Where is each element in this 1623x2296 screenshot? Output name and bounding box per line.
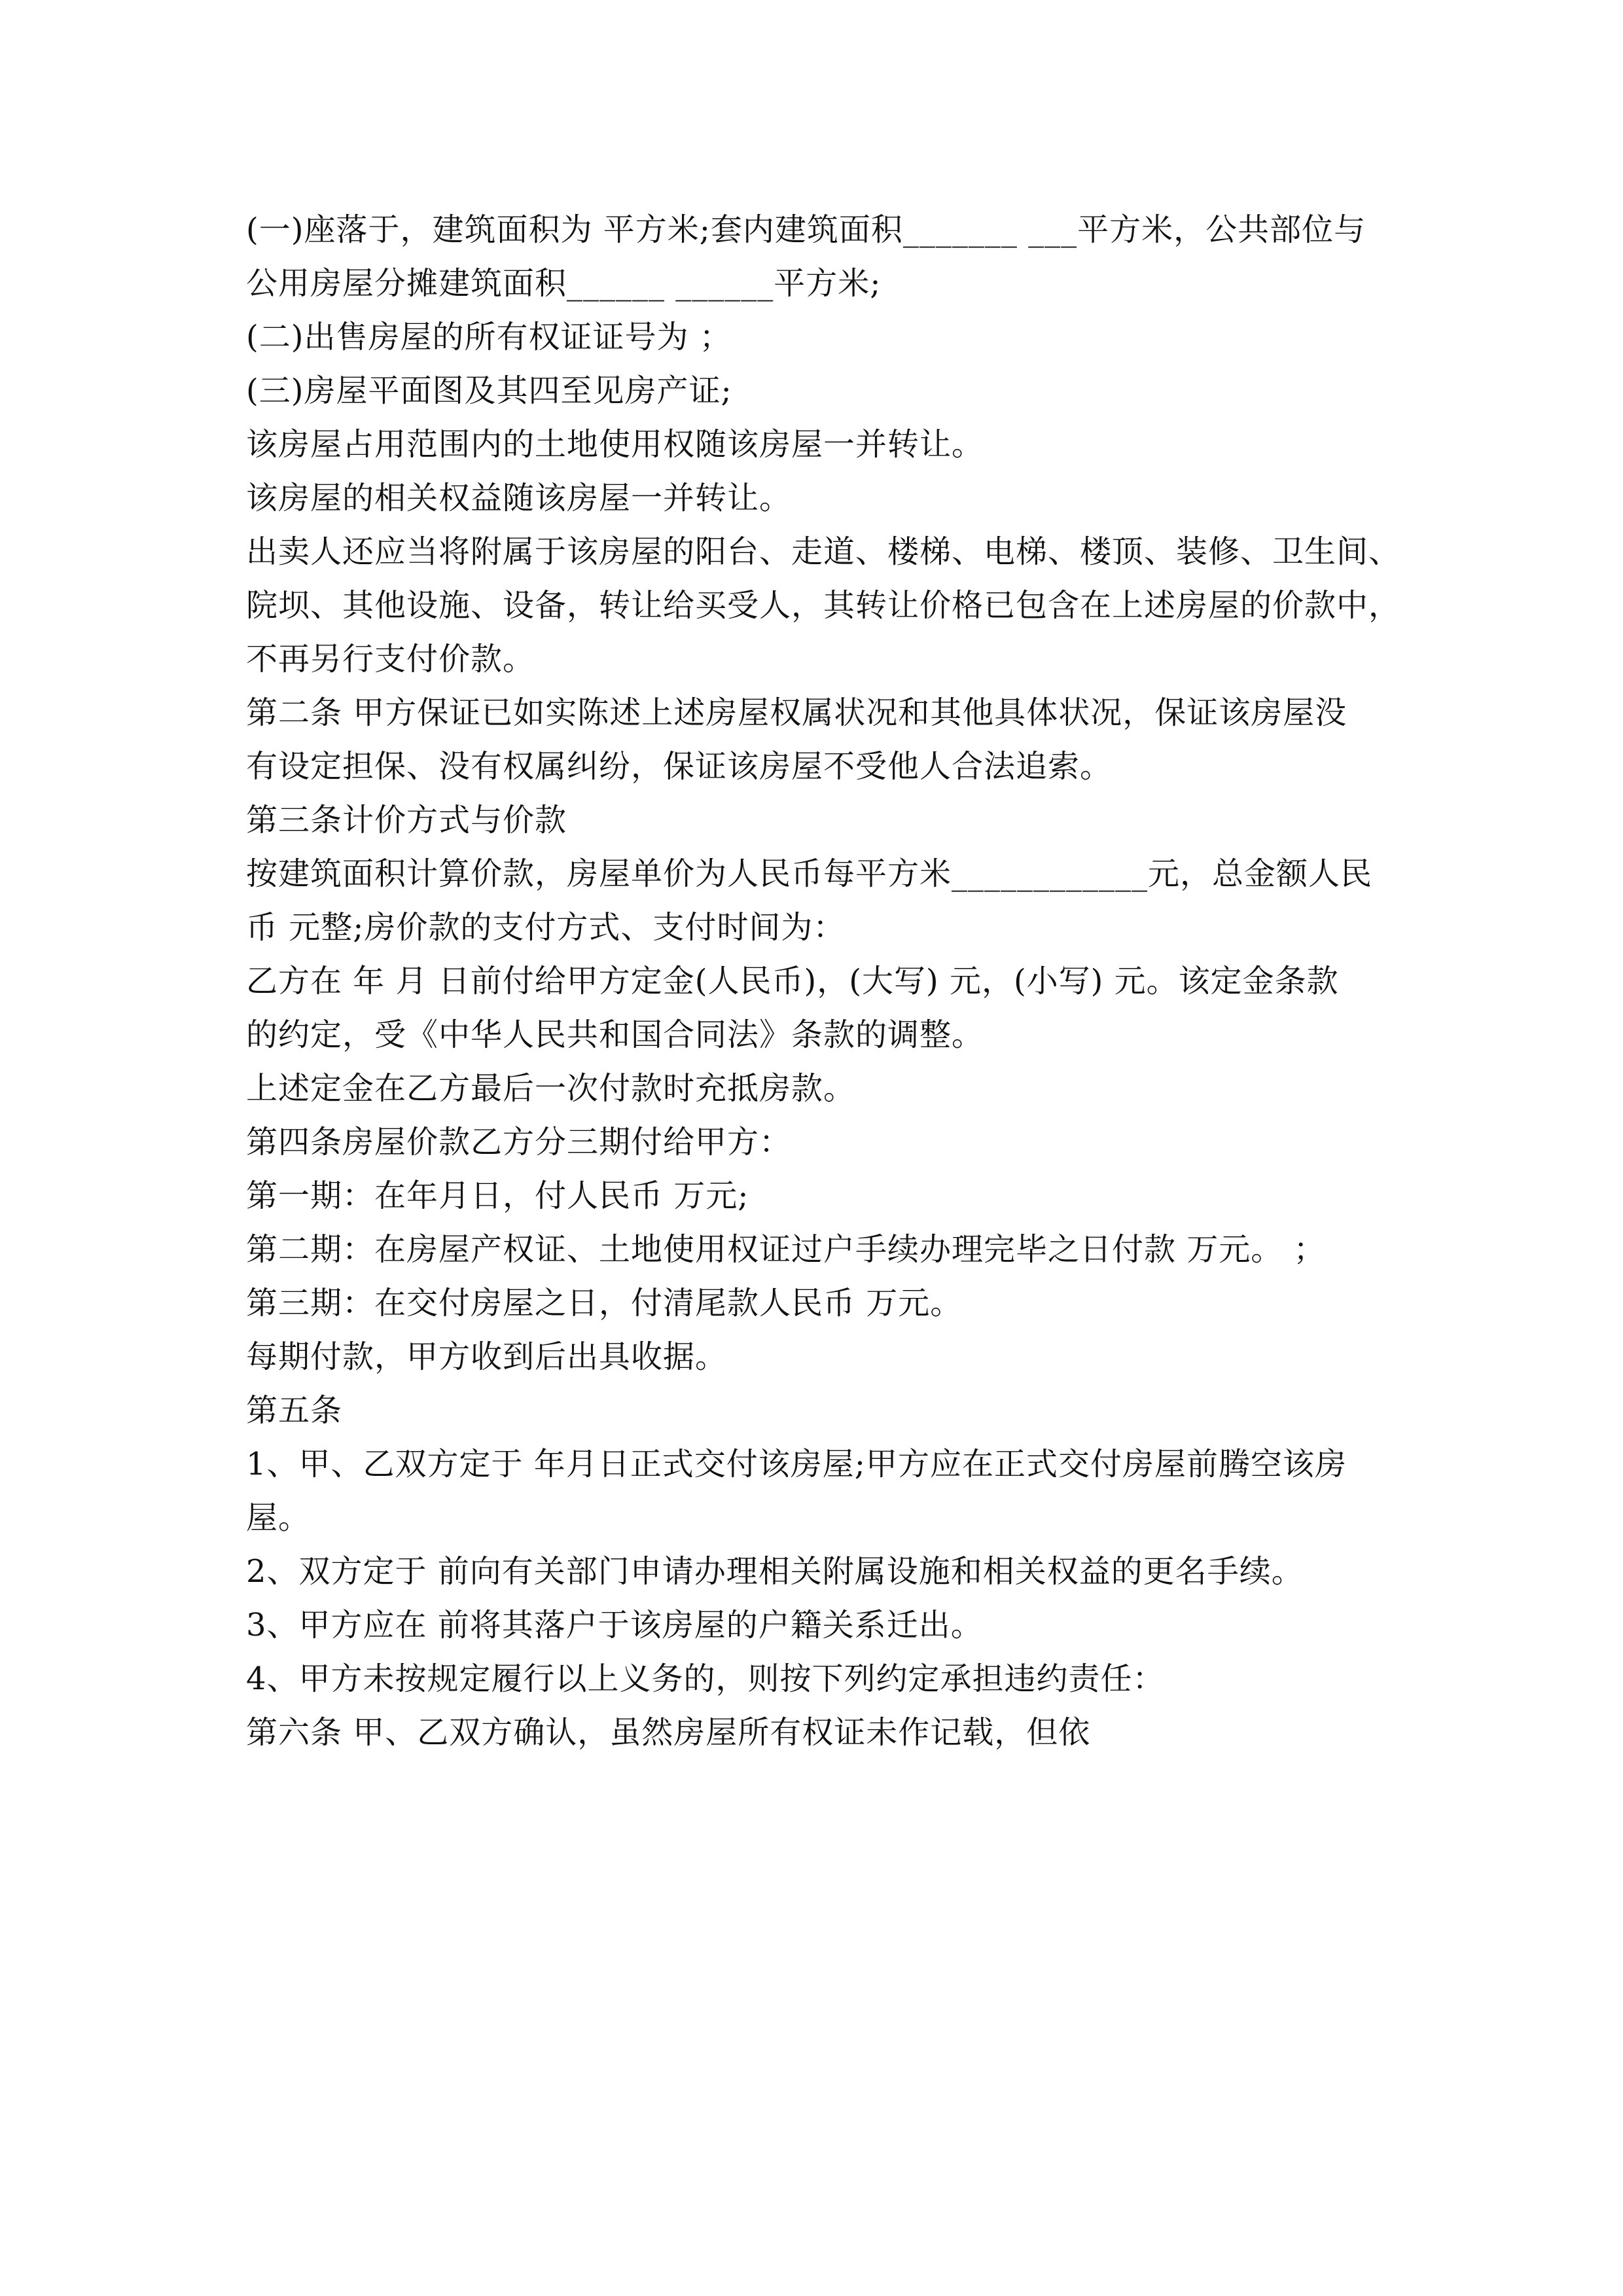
text-line: 每期付款，甲方收到后出具收据。 [246, 1338, 728, 1375]
text-line: 的约定，受《中华人民共和国合同法》条款的调整。 [246, 1016, 984, 1053]
text-line: 币 元整;房价款的支付方式、支付时间为： [246, 909, 846, 946]
text-line: 公用房屋分摊建筑面积______ ______平方米; [246, 265, 882, 302]
text-line: 乙方在 年 月 日前付给甲方定金(人民币)，(大写) 元，(小写) 元。该定金条款 [246, 963, 1339, 999]
text-line: (二)出售房屋的所有权证证号为 ； [246, 319, 732, 355]
text-line: 4、甲方未按规定履行以上义务的，则按下列约定承担违约责任： [246, 1660, 1165, 1697]
section-heading: 第四条房屋价款乙方分三期付给甲方： [246, 1124, 792, 1160]
text-line: 院坝、其他设施、设备，转让给买受人，其转让价格已包含在上述房屋的价款中， [246, 587, 1401, 624]
text-line: 2、双方定于 前向有关部门申请办理相关附属设施和相关权益的更名手续。 [246, 1553, 1304, 1590]
text-line: 该房屋的相关权益随该房屋一并转让。 [246, 480, 792, 516]
text-line: 第三期：在交付房屋之日，付清尾款人民币 万元。 [246, 1285, 963, 1321]
text-line: 第二期：在房屋产权证、土地使用权证过户手续办理完毕之日付款 万元。 ； [246, 1231, 1326, 1268]
text-line: 屋。 [246, 1499, 311, 1536]
section-heading: 第三条计价方式与价款 [246, 802, 567, 838]
text-line: 第二条 甲方保证已如实陈述上述房屋权属状况和其他具体状况，保证该房屋没 [246, 694, 1347, 731]
text-line: (一)座落于，建筑面积为 平方米;套内建筑面积_______ ___平方米，公共部位与 [246, 211, 1366, 248]
text-line: 按建筑面积计算价款，房屋单价为人民币每平方米____________元，总金额人民 [246, 855, 1373, 892]
text-line: 第一期：在年月日，付人民币 万元; [246, 1177, 749, 1214]
text-line: 上述定金在乙方最后一次付款时充抵房款。 [246, 1070, 856, 1107]
text-line: 3、甲方应在 前将其落户于该房屋的户籍关系迁出。 [246, 1607, 983, 1643]
text-line: 不再另行支付价款。 [246, 641, 535, 677]
text-line: 该房屋占用范围内的土地使用权随该房屋一并转让。 [246, 426, 984, 463]
text-line: 有设定担保、没有权属纠纷，保证该房屋不受他人合法追索。 [246, 748, 1113, 785]
contract-body [246, 203, 1401, 1759]
text-line: 第六条 甲、乙双方确认，虽然房屋所有权证未作记载，但依 [246, 1714, 1091, 1751]
text-line: (三)房屋平面图及其四至见房产证; [246, 372, 732, 409]
text-line: 出卖人还应当将附属于该房屋的阳台、走道、楼梯、电梯、楼顶、装修、卫生间、 [246, 533, 1401, 570]
text-line: 1、甲、乙双方定于 年月日正式交付该房屋;甲方应在正式交付房屋前腾空该房 [246, 1446, 1347, 1482]
section-heading: 第五条 [246, 1392, 343, 1429]
